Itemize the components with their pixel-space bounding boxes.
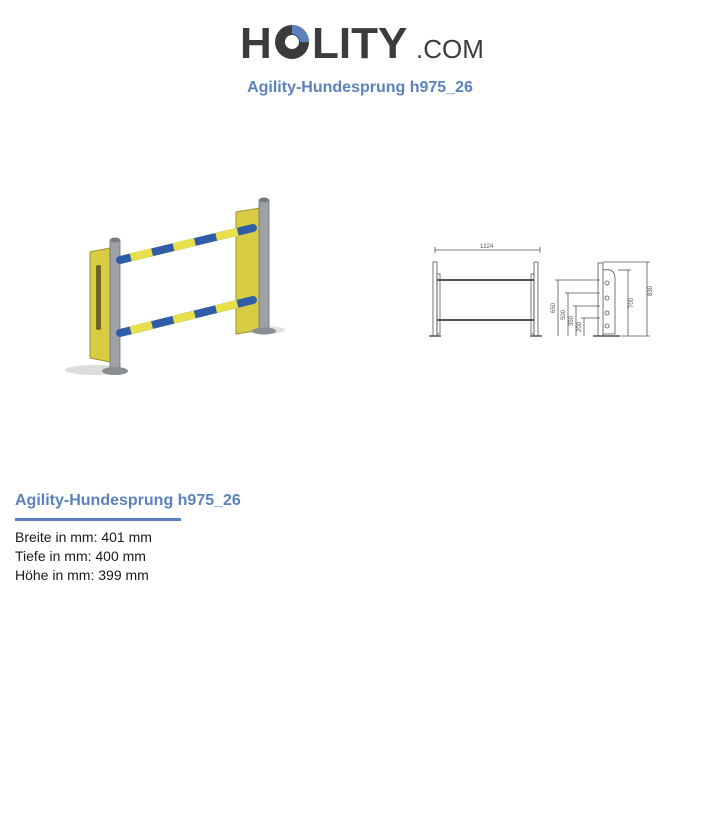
holity-logo[interactable] <box>240 10 490 72</box>
dim-height-350: 350 <box>569 315 575 326</box>
spec-label: Breite in mm: <box>15 529 98 545</box>
svg-text:LITY: LITY <box>312 19 408 68</box>
spec-value: 400 mm <box>95 548 146 564</box>
spec-tiefe <box>15 547 152 566</box>
spec-value: 401 mm <box>101 529 152 545</box>
spec-label: Tiefe in mm: <box>15 548 92 564</box>
dim-height-700: 700 <box>629 297 635 308</box>
dim-height-830: 830 <box>648 285 654 296</box>
dim-width: 1224 <box>480 244 494 250</box>
dim-height-200: 200 <box>577 321 583 332</box>
product-title: Agility-Hundesprung h975_26 <box>247 79 473 96</box>
details-title: Agility-Hundesprung h975_26 <box>15 492 241 509</box>
top-bar <box>120 228 253 260</box>
logo-wordmark <box>240 19 484 68</box>
technical-drawing <box>425 238 660 343</box>
spec-hoehe <box>15 566 152 585</box>
svg-text:H: H <box>240 19 272 68</box>
dim-height-650: 650 <box>551 302 557 313</box>
spec-breite <box>15 528 152 547</box>
product-photo <box>60 190 290 385</box>
details-divider <box>15 518 181 521</box>
svg-text:.COM: .COM <box>416 34 484 64</box>
spec-list <box>15 528 152 585</box>
dim-height-500: 500 <box>561 309 567 320</box>
spec-label: Höhe in mm: <box>15 567 95 583</box>
spec-value: 399 mm <box>98 567 149 583</box>
bottom-bar <box>120 300 253 333</box>
logo-o-mark <box>275 25 309 59</box>
